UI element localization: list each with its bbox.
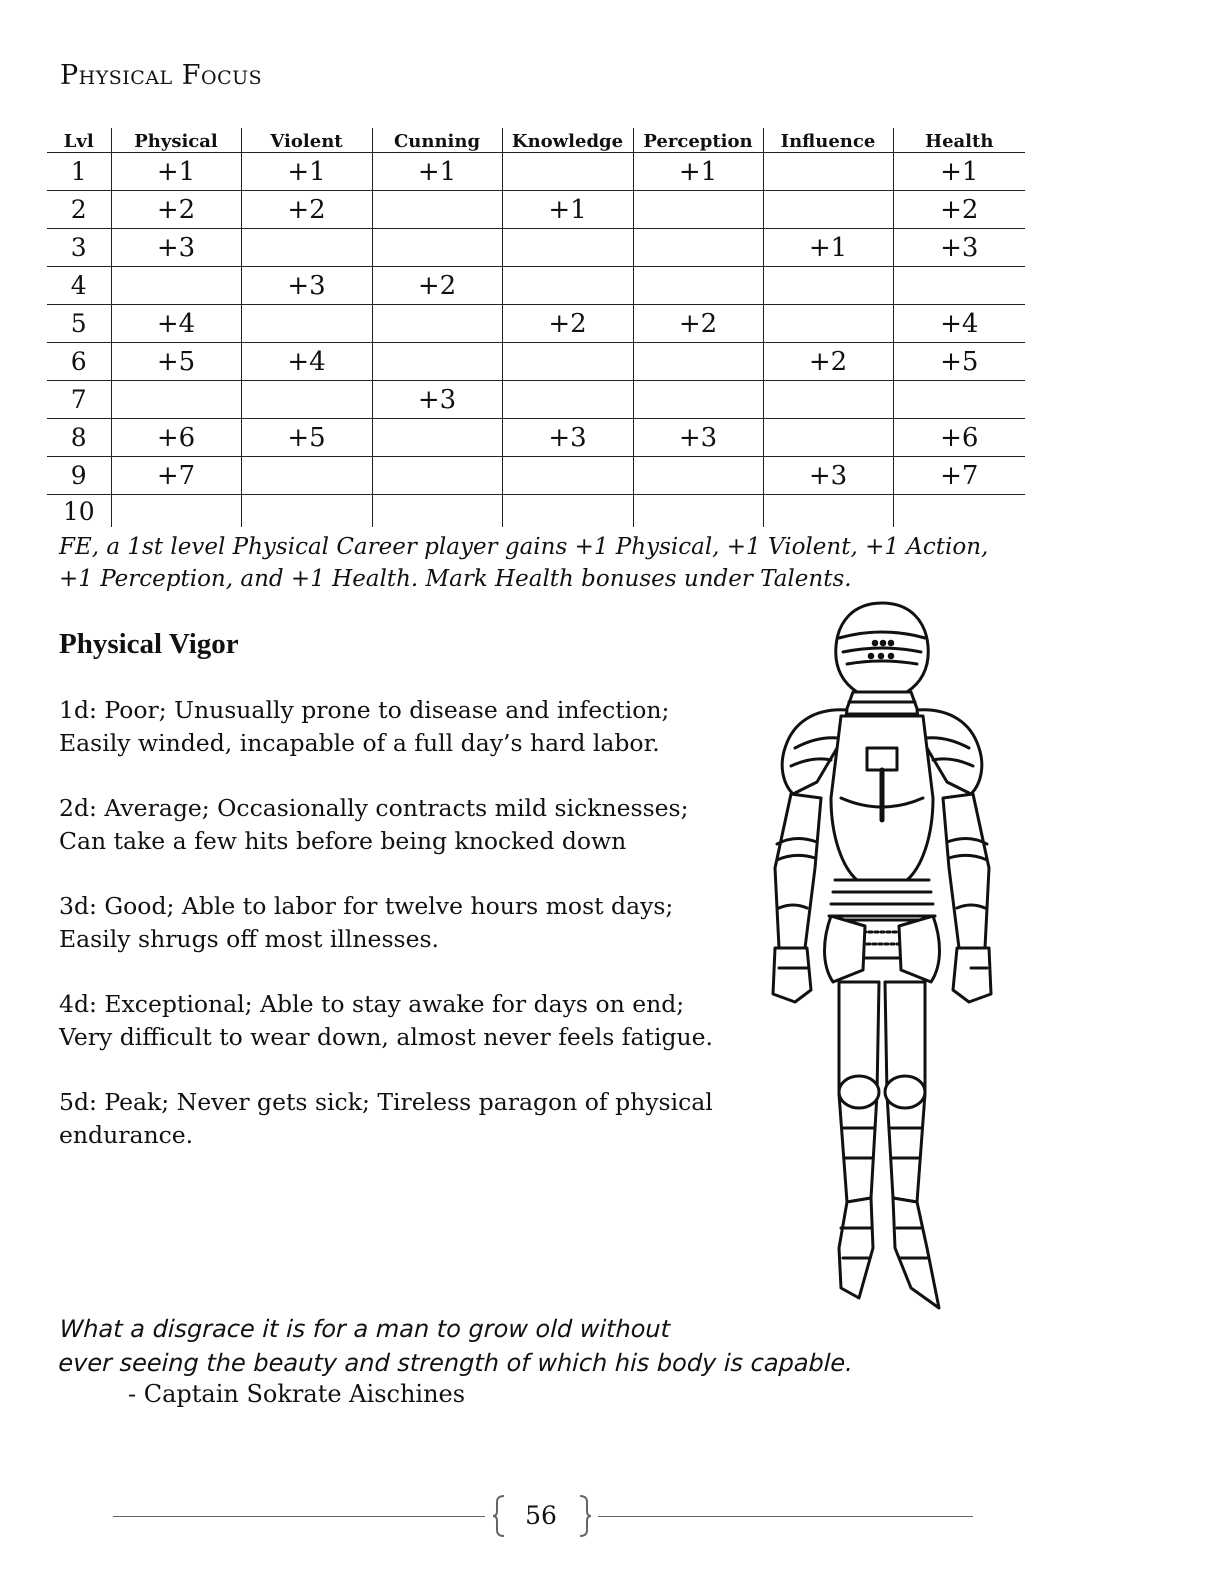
table-cell-physical [111,267,241,305]
table-cell-health: +5 [893,343,1025,381]
section-heading-physical-vigor: Physical Vigor [59,628,239,660]
table-cell-knowledge [502,343,633,381]
table-cell-violent [241,305,372,343]
table-cell-influence [763,153,893,191]
table-cell-health: +1 [893,153,1025,191]
table-cell-physical: +2 [111,191,241,229]
table-cell-lvl: 8 [47,419,111,457]
vigor-entry-line: endurance. [59,1121,194,1149]
knight-armor-illustration-icon [735,598,1030,1323]
table-cell-knowledge: +3 [502,419,633,457]
table-cell-cunning [372,229,502,267]
table-cell-violent [241,229,372,267]
table-cell-cunning [372,191,502,229]
table-cell-physical [111,495,241,528]
table-cell-physical: +7 [111,457,241,495]
table-cell-influence [763,495,893,528]
table-cell-violent [241,381,372,419]
vigor-entry-line: Easily shrugs off most illnesses. [59,925,440,953]
table-cell-cunning: +2 [372,267,502,305]
table-cell-cunning [372,457,502,495]
col-header-health: Health [893,128,1025,153]
table-cell-violent: +5 [241,419,372,457]
vigor-list [59,694,739,1184]
table-cell-perception [633,267,763,305]
table-cell-lvl: 1 [47,153,111,191]
table-cell-physical: +3 [111,229,241,267]
table-cell-perception [633,457,763,495]
table-body [47,153,1025,528]
table-cell-perception [633,229,763,267]
table-cell-knowledge [502,381,633,419]
page-number: 56 [525,1501,557,1530]
right-brace-icon [578,1494,592,1538]
table-cell-perception [633,495,763,528]
table-cell-violent [241,495,372,528]
vigor-entry-line: 1d: Poor; Unusually prone to disease and infection; [59,696,670,724]
col-header-knowledge: Knowledge [502,128,633,153]
table-cell-physical: +4 [111,305,241,343]
table-cell-influence [763,191,893,229]
table-cell-lvl: 10 [62,496,95,526]
table-cell-physical: +5 [111,343,241,381]
table-cell-lvl: 7 [47,381,111,419]
table-cell-knowledge [502,457,633,495]
table-cell-knowledge [502,267,633,305]
table-row [47,153,1025,191]
table-row [47,343,1025,381]
col-header-perception: Perception [633,128,763,153]
table-cell-health [893,495,1025,528]
col-header-physical: Physical [111,128,241,153]
table-cell-knowledge [502,495,633,528]
table-cell-health [893,381,1025,419]
table-cell-cunning: +3 [372,381,502,419]
col-header-violent: Violent [241,128,372,153]
table-cell-influence [763,267,893,305]
table-cell-influence [763,305,893,343]
col-header-cunning: Cunning [372,128,502,153]
table-cell-perception [633,381,763,419]
quote-line: What a disgrace it is for a man to grow old without [59,1315,671,1343]
vigor-entry-line: 3d: Good; Able to labor for twelve hours most days; [59,892,674,920]
vigor-entry-line: Easily winded, incapable of a full day’s hard labor. [59,729,660,757]
table-cell-influence [763,419,893,457]
table-cell-knowledge [502,229,633,267]
table-cell-violent: +4 [241,343,372,381]
table-cell-cunning [372,495,502,528]
footer-rule-left [113,1516,485,1517]
table-cell-physical: +1 [111,153,241,191]
vigor-entry-line: 4d: Exceptional; Able to stay awake for days on end; [59,990,685,1018]
table-cell-lvl: 3 [47,229,111,267]
vigor-entry-line: Can take a few hits before being knocked down [59,827,627,855]
col-header-lvl: Lvl [47,128,111,153]
example-note: FE, a 1st level Physical Career player gains +1 Physical, +1 Violent, +1 Action, +1 Perception, and +1 Health. Mark Health bonuses under Talents. [59,534,989,592]
table-cell-violent: +2 [241,191,372,229]
table-cell-perception: +2 [633,305,763,343]
table-cell-violent: +3 [241,267,372,305]
table-cell-physical [111,381,241,419]
table-cell-perception [633,343,763,381]
table-cell-knowledge: +2 [502,305,633,343]
col-header-influence: Influence [763,128,893,153]
table-cell-health: +3 [893,229,1025,267]
vigor-entry-4d [59,988,739,1054]
vigor-entry-1d [59,694,739,760]
vigor-entry-5d [59,1086,739,1152]
table-cell-health [893,267,1025,305]
table-cell-influence: +3 [763,457,893,495]
table-cell-perception: +1 [633,153,763,191]
vigor-entry-3d [59,890,739,956]
table-cell-cunning: +1 [372,153,502,191]
table-row [47,191,1025,229]
table-row [47,229,1025,267]
table-cell-health: +4 [893,305,1025,343]
table-cell-lvl: 5 [47,305,111,343]
vigor-entry-line: 2d: Average; Occasionally contracts mild sicknesses; [59,794,689,822]
table-cell-lvl: 6 [47,343,111,381]
table-cell-influence: +2 [763,343,893,381]
table-row [47,381,1025,419]
table-cell-violent: +1 [241,153,372,191]
quote-attribution: - Captain Sokrate Aischines [128,1380,466,1408]
table-row [47,495,1025,528]
table-row [47,267,1025,305]
table-cell-lvl: 4 [47,267,111,305]
vigor-entry-line: 5d: Peak; Never gets sick; Tireless paragon of physical [59,1088,713,1116]
table-cell-lvl: 2 [47,191,111,229]
physical-focus-table [47,128,1025,527]
table-row [47,419,1025,457]
table-cell-health: +7 [893,457,1025,495]
table-header-row [47,128,1025,153]
table-cell-violent [241,457,372,495]
table-row [47,305,1025,343]
table-cell-cunning [372,343,502,381]
table-cell-health: +6 [893,419,1025,457]
table-cell-knowledge [502,153,633,191]
table-row [47,457,1025,495]
table-cell-influence: +1 [763,229,893,267]
table-cell-perception [633,191,763,229]
vigor-entry-2d [59,792,739,858]
page-title: Physical Focus [60,60,263,91]
table-cell-perception: +3 [633,419,763,457]
footer-rule-right [598,1516,973,1517]
table-cell-physical: +6 [111,419,241,457]
table-cell-health: +2 [893,191,1025,229]
table-cell-cunning [372,419,502,457]
table-cell-cunning [372,305,502,343]
table-cell-lvl: 9 [47,457,111,495]
table-cell-knowledge: +1 [502,191,633,229]
table-cell-influence [763,381,893,419]
vigor-entry-line: Very difficult to wear down, almost never feels fatigue. [59,1023,714,1051]
quote-line: ever seeing the beauty and strength of which his body is capable. [57,1349,854,1377]
quote [58,1312,880,1380]
